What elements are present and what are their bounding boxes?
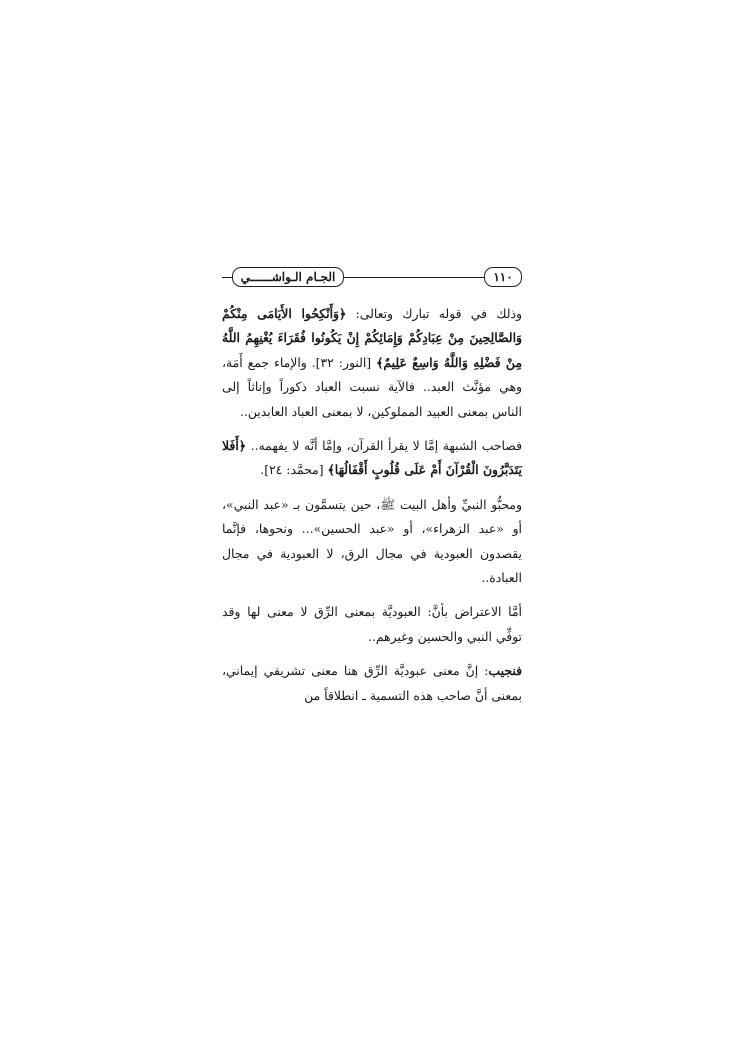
text-segment: فصاحب الشبهة إمَّا لا يقرأ القرآن، وإمَّا أنَّه لا يفهمه.. bbox=[246, 438, 522, 454]
paragraph-1 bbox=[222, 302, 522, 424]
paragraph-5 bbox=[222, 659, 522, 708]
text-segment: [محمَّد: ٢٤]. bbox=[260, 462, 328, 478]
page-body bbox=[222, 302, 522, 708]
paragraph-4 bbox=[222, 600, 522, 649]
paragraph-2 bbox=[222, 434, 522, 483]
text-segment: [النور: ٣٢]. والإماء جمع أَمَة، وهي مؤنَّث العبد.. فالآية نسبت العباد ذكوراً وإناثاً إلى الناس بمعنى العبيد المملوكين، لا بمعنى العباد العابدين.. bbox=[222, 354, 522, 419]
answer-keyword: فنجيب bbox=[488, 663, 522, 679]
paragraph-3 bbox=[222, 493, 522, 591]
text-segment: ومحبُّو النبيِّ وأهل البيت ﷺ، حين يتسمَّون بـ «عبد النبي»، أو «عبد الزهراء»، أو «عبد الحسين»... ونحوها، فإنَّما يقصدون العبودية في مجال الرق، لا العبودية في مجال العبادة.. bbox=[222, 496, 522, 586]
running-title: الجـام الـواشــــــي bbox=[232, 267, 344, 287]
page-number: ١١٠ bbox=[484, 267, 522, 287]
quran-verse: ﴿أَفَلا يَتَدَبَّرُونَ الْقُرْآنَ أَمْ عَلَى قُلُوبٍ أَقْفَالُهَا﴾ bbox=[222, 438, 522, 478]
text-segment: : إنَّ معنى عبوديَّة الرِّق هنا معنى تشريفي إيماني، بمعنى أنَّ صاحب هذه التسمية ـ انطلاقاً من bbox=[222, 663, 522, 703]
quran-verse: ﴿وَأَنْكِحُوا الأَيَامَى مِنْكُمْ وَالصَّالِحِينَ مِنْ عِبَادِكُمْ وَإِمَائِكُمْ إِنْ يَكُونُوا فُقَرَاءَ يُغْنِهِمُ اللَّهُ مِنْ فَضْلِهِ وَاللَّهُ وَاسِعٌ عَلِيمٌ﴾ bbox=[222, 306, 522, 370]
text-segment: أمَّا الاعتراض بأنَّ: العبوديَّة بمعنى الرِّق لا معنى لها وقد توفِّي النبي والحسين وغيرهم.. bbox=[222, 604, 522, 644]
text-segment: وذلك في قوله تبارك وتعالى: bbox=[346, 306, 523, 321]
running-header bbox=[222, 266, 522, 290]
book-page bbox=[222, 266, 522, 708]
